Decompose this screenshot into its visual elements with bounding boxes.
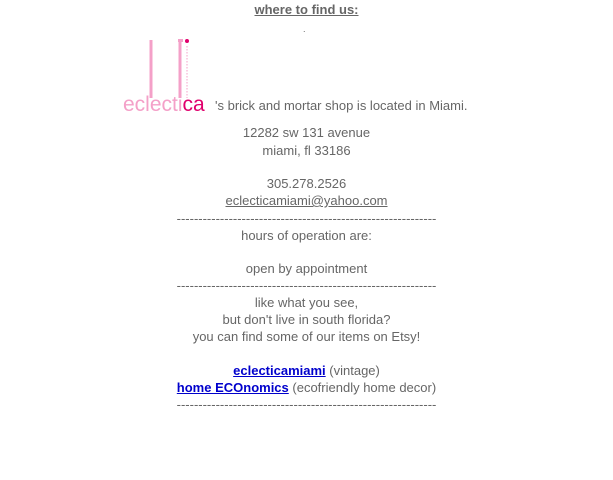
shop-link-eclecticamiami[interactable]: eclecticamiami <box>233 363 326 378</box>
etsy-line-1: like what you see, <box>254 295 359 310</box>
logo-wordmark: eclectica <box>123 93 205 116</box>
logo-dot <box>185 39 189 43</box>
email-link[interactable]: eclecticamiami@yahoo.com <box>225 193 388 208</box>
shop-intro: 's brick and mortar shop is located in Miami. <box>215 98 468 113</box>
etsy-line-2: but don't live in south florida? <box>222 312 391 327</box>
shop-note-vintage: (vintage) <box>329 363 380 378</box>
email-row <box>0 192 613 209</box>
address-line-1: 12282 sw 131 avenue <box>242 125 371 140</box>
divider-1: ------------------------------------------------------------ <box>176 211 437 226</box>
page-heading: where to find us: <box>254 2 359 17</box>
phone-number: 305.278.2526 <box>266 176 347 191</box>
hours-label: hours of operation are: <box>241 228 372 243</box>
shop-link-home-economics[interactable]: home ECOnomics <box>176 380 289 395</box>
shop-note-home: (ecofriendly home decor) <box>292 380 437 395</box>
eclectica-logo <box>122 36 218 116</box>
etsy-line-3: you can find some of our items on Etsy! <box>192 329 421 344</box>
divider-3: ------------------------------------------------------------ <box>176 397 437 412</box>
shop-row-home <box>0 379 613 396</box>
shop-row-vintage <box>0 362 613 379</box>
address-line-2: miami, fl 33186 <box>262 143 351 158</box>
hours-value: open by appointment <box>245 261 368 276</box>
small-dot: . <box>303 24 306 34</box>
divider-2: ------------------------------------------------------------ <box>176 278 437 293</box>
